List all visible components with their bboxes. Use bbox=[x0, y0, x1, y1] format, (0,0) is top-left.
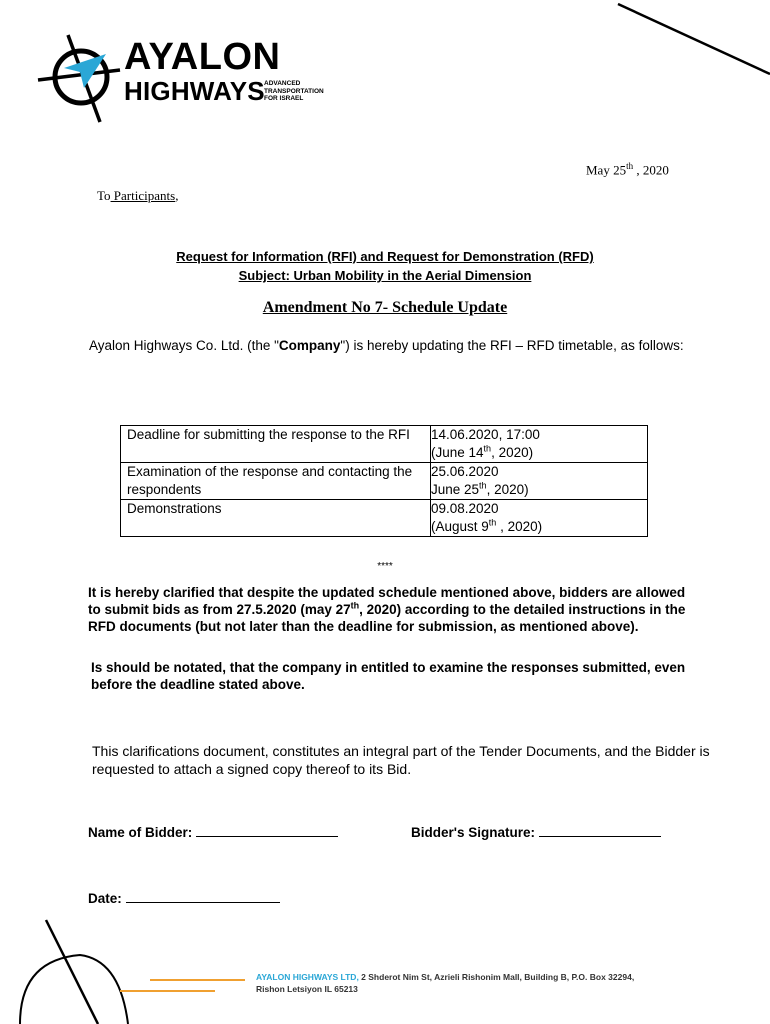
clarification-paragraph bbox=[88, 584, 698, 635]
bidder-name-label: Name of Bidder: bbox=[88, 825, 193, 840]
date-value: 14.06.2020, 17:00 bbox=[431, 427, 540, 442]
logo-tagline-line: FOR ISRAEL bbox=[264, 95, 304, 102]
ayalon-logo-icon bbox=[34, 30, 129, 125]
schedule-item: Examination of the response and contacting the respondents bbox=[121, 463, 431, 500]
footer-address-line: 2 Shderot Nim St, Azrieli Rishonim Mall, Building B, P.O. Box 32294, bbox=[358, 972, 635, 982]
date-paren: (August 9 bbox=[431, 519, 489, 534]
date-paren-sup: th bbox=[483, 443, 492, 454]
section-separator: **** bbox=[377, 561, 393, 572]
decorative-bottom-lines bbox=[0, 900, 400, 1024]
bidder-name-blank[interactable] bbox=[196, 824, 338, 837]
footer-address-line: Rishon Letsiyon IL 65213 bbox=[256, 984, 358, 994]
schedule-item: Demonstrations bbox=[121, 500, 431, 537]
clarification-text: , 2020) according to the detailed instructions in the RFD documents (but not later than the deadline for submission, as mentioned above). bbox=[88, 602, 686, 634]
amendment-heading: Amendment No 7- Schedule Update bbox=[262, 299, 508, 316]
schedule-date bbox=[431, 500, 648, 537]
footer-address bbox=[256, 971, 634, 995]
date-month-day: May 25 bbox=[586, 162, 627, 178]
intro-company: Company bbox=[278, 338, 341, 353]
addressee-line bbox=[97, 188, 178, 204]
schedule-date bbox=[431, 463, 648, 500]
date-paren: (June 14 bbox=[431, 445, 484, 460]
date-blank[interactable] bbox=[126, 890, 280, 903]
document-subject: Subject: Urban Mobility in the Aerial Dimension bbox=[238, 268, 532, 283]
bidder-signature-field[interactable] bbox=[411, 824, 661, 840]
logo-name-top: AYALON bbox=[124, 36, 281, 78]
notation-paragraph: Is should be notated, that the company in entitled to examine the responses submitted, even before the deadline stated above. bbox=[91, 660, 686, 692]
logo-name-bottom: HIGHWAYS bbox=[124, 76, 265, 106]
table-row bbox=[121, 500, 648, 537]
to-recipient: Participants bbox=[110, 188, 176, 203]
date-paren: , 2020) bbox=[496, 519, 543, 534]
schedule-table bbox=[120, 425, 648, 537]
schedule-item: Deadline for submitting the response to the RFI bbox=[121, 426, 431, 463]
bidder-signature-label: Bidder's Signature: bbox=[411, 825, 535, 840]
bidder-signature-blank[interactable] bbox=[539, 824, 661, 837]
table-row bbox=[121, 463, 648, 500]
to-comma: , bbox=[175, 188, 179, 203]
table-row bbox=[121, 426, 648, 463]
document-title: Request for Information (RFI) and Request for Demonstration (RFD) bbox=[176, 249, 594, 264]
intro-paragraph bbox=[89, 336, 689, 355]
date-year: , 2020 bbox=[633, 162, 669, 178]
bidder-name-field[interactable] bbox=[88, 824, 338, 840]
clarification-text: It is hereby clarified that despite the updated schedule mentioned above, bidders are allowed to submit bids as from 27.5.2020 (may 27 bbox=[88, 585, 686, 617]
date-value: 09.08.2020 bbox=[431, 501, 499, 516]
logo-tagline-line: ADVANCED bbox=[264, 80, 301, 87]
footer-company: AYALON HIGHWAYS LTD, bbox=[256, 972, 359, 982]
date-suffix: th bbox=[626, 161, 634, 171]
integral-part-paragraph: This clarifications document, constitutes an integral part of the Tender Documents, and the Bidder is requested to attach a signed copy thereof to its Bid. bbox=[92, 743, 710, 777]
intro-text: Ayalon Highways Co. Ltd. (the " bbox=[89, 338, 279, 353]
date-value: 25.06.2020 bbox=[431, 464, 499, 479]
date-paren: June 25 bbox=[431, 482, 480, 497]
logo-tagline bbox=[264, 80, 334, 103]
date-label: Date: bbox=[88, 891, 122, 906]
date-field[interactable] bbox=[88, 890, 280, 906]
clarification-sup: th bbox=[350, 600, 360, 611]
schedule-date bbox=[431, 426, 648, 463]
letter-date bbox=[586, 161, 669, 178]
logo-tagline-line: TRANSPORTATION bbox=[264, 87, 324, 95]
to-prefix: To bbox=[97, 188, 111, 203]
date-paren-sup: th bbox=[488, 517, 497, 528]
intro-text: ") is hereby updating the RFI – RFD timetable, as follows: bbox=[340, 338, 684, 353]
date-paren: , 2020) bbox=[486, 482, 529, 497]
date-paren-sup: th bbox=[479, 480, 487, 491]
date-paren: , 2020) bbox=[491, 445, 534, 460]
